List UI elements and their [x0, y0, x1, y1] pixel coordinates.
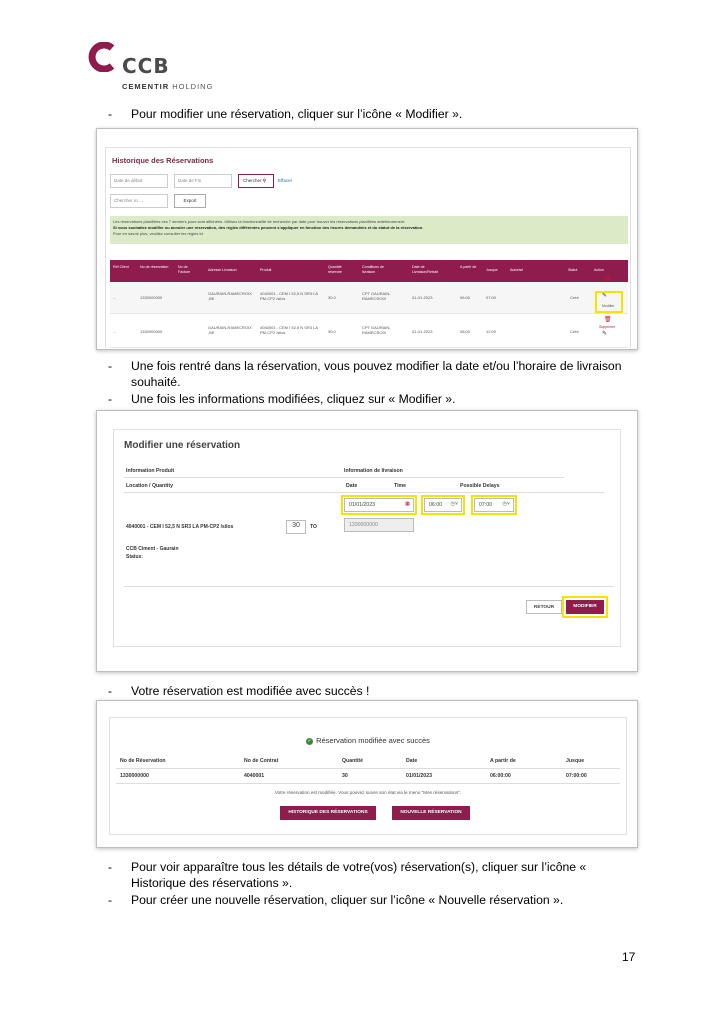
col-produit[interactable]: Produit — [260, 268, 272, 272]
highlight-modifier — [595, 291, 623, 313]
col-adresse[interactable]: Adresse Livraison — [208, 268, 237, 272]
date-input[interactable]: 01/01/2023 ▦ — [344, 498, 414, 512]
modifier-label[interactable]: Modifier — [602, 304, 615, 308]
history-button[interactable]: HISTORIQUE DES RÉSERVATIONS — [280, 806, 376, 820]
header-jusque: Jusque — [566, 758, 585, 764]
value-a-partir: 06:00:00 — [490, 773, 511, 779]
modify-title: Modifier une réservation — [124, 440, 241, 451]
instruction-text: Pour créer une nouvelle réservation, cliquer sur l’icône « Nouvelle réservation ». — [131, 893, 564, 907]
info-produit-label: Information Produit — [126, 468, 175, 474]
header-quantite: Quantité — [342, 758, 364, 764]
col-action: Action — [594, 268, 604, 272]
history-panel — [105, 147, 631, 350]
calendar-icon: ▦ — [405, 501, 410, 507]
history-title: Historique des Réservations — [112, 156, 214, 165]
table-row[interactable]: ... 1330000000 GAURAIN-RAMECROIX ,BE 4040001 - CEM I 52,5 N SR3 LA PM-CP2 /silos 30.0 CPT GAURAIN-RAMECROIX 01-01-2023 06:00 07:00 Créé 🗑 ✎ Modifier — [110, 282, 628, 314]
success-panel — [109, 717, 627, 835]
col-quantite[interactable]: Quantité réservée — [328, 265, 342, 274]
status-label: Status: — [126, 554, 143, 560]
modify-screenshot — [96, 410, 638, 672]
instruction-text: Pour voir apparaître tous les détails de votre(vos) réservation(s), cliquer sur l’icône « Historique des réservations ». — [131, 860, 587, 890]
check-circle-icon: ✓ — [307, 737, 312, 744]
logo-subtitle: CEMENTIR HOLDING — [122, 82, 214, 91]
value-jusque: 07:00:00 — [566, 773, 587, 779]
col-conditions[interactable]: Conditions de livraison — [362, 265, 384, 274]
search-input[interactable]: Chercher ici ... — [110, 194, 168, 208]
delay-input[interactable]: 07:00 ◷˅ — [474, 498, 514, 512]
site-name: CCB Ciment - Gaurain — [126, 546, 179, 552]
quantity-unit: TO — [310, 524, 317, 530]
header-no-reservation: No de Réservation — [120, 758, 166, 764]
history-screenshot — [96, 128, 638, 350]
retour-button[interactable]: RETOUR — [526, 600, 562, 614]
instruction-text: Votre réservation est modifiée avec succès ! — [131, 684, 370, 698]
table-header — [110, 260, 628, 282]
modify-panel — [113, 429, 621, 647]
location-quantity-label: Location / Quantity — [126, 483, 173, 489]
date-fin-input[interactable]: Date de Fin — [174, 174, 232, 188]
header-date: Date — [406, 758, 418, 764]
value-no-reservation: 1330000000 — [120, 773, 149, 779]
value-date: 01/01/2023 — [406, 773, 432, 779]
product-name: 4040001 - CEM I 52,5 N SR3 LA PM-CP2 /silos — [126, 524, 234, 530]
effacer-link[interactable]: Effacer — [278, 178, 293, 183]
instruction-text: Une fois les informations modifiées, cliquez sur « Modifier ». — [131, 392, 456, 406]
time-input[interactable]: 06:00 ◷˅ — [424, 498, 462, 512]
logo-brand: CCB — [122, 54, 170, 78]
highlight-time — [421, 495, 465, 515]
value-quantite: 30 — [342, 773, 348, 779]
modifier-button[interactable]: MODIFIER — [566, 600, 604, 614]
supprimer-label[interactable]: Supprimer — [599, 325, 616, 329]
success-message: ✓ Réservation modifiée avec succès — [307, 736, 430, 745]
quantity-input[interactable]: 30 — [286, 520, 306, 534]
col-auteur[interactable]: Autorisé — [510, 268, 524, 272]
highlight-delay — [471, 495, 517, 515]
date-label: Date — [346, 483, 358, 489]
ccb-c-logo-icon — [86, 42, 118, 72]
instruction-text: Une fois rentré dans la réservation, vous pouvez modifier la date et/ou l’horaire de livraison souhaité. — [131, 359, 622, 389]
delete-icon[interactable]: 🗑 — [604, 317, 612, 323]
col-jusque[interactable]: Jusque — [486, 268, 498, 272]
ccb-logo — [86, 40, 226, 96]
header-a-partir: A partir de — [490, 758, 516, 764]
instruction-text: Pour modifier une réservation, cliquer sur l’icône « Modifier ». — [131, 107, 463, 121]
date-debut-input[interactable]: Date de début — [110, 174, 168, 188]
page-number: 17 — [622, 950, 636, 964]
col-no-facture[interactable]: No de Facture — [178, 265, 191, 274]
col-date[interactable]: Date de Livraison/Retrait — [412, 265, 438, 274]
time-label: Time — [394, 483, 407, 489]
col-no-reservation[interactable]: No de réservation — [140, 265, 169, 269]
info-note: Les réservations planifiées ces 7 derniers jours sont affichées. Utilisez la fonctionnalité de recherche par date pour trouver les réservations planifiées antérieurement. Si vous souhaitez modifier ou annuler une réservation, des règles différentes peuvent s’appliquer en fonction des heures demandées et du statut de la réservation. Pour en savoir plus, veuillez consulter les règles ici — [110, 216, 628, 244]
new-reservation-button[interactable]: NOUVELLE RÉSERVATION — [392, 806, 470, 820]
col-a-partir[interactable]: A partir de — [460, 265, 477, 269]
search-icon: ⚲ — [262, 178, 267, 183]
col-statut[interactable]: Statut — [568, 268, 578, 272]
info-livraison-label: Information de livraison — [344, 468, 403, 474]
table-row[interactable]: ... 1330000000 GAURAIN-RAMECROIX ,BE 4040001 - CEM I 52,5 N SR3 LA PM-CP2 /silos 30.0 CPT GAURAIN-RAMECROIX 01-01-2023 08:00 12:00 Créé 🗑 Supprimer ✎ — [110, 316, 628, 348]
value-no-contrat: 4040001 — [244, 773, 265, 779]
clock-icon: ◷˅ — [502, 501, 510, 507]
success-info-text: Votre réservation est modifiée. Vous pouvez suivre son état via le menu "Mes réservations". — [274, 790, 462, 795]
reference-input: 1330000000 — [344, 518, 414, 532]
clock-icon: ◷˅ — [450, 501, 458, 507]
col-ref[interactable]: Réf Client — [113, 265, 129, 269]
delays-label: Possible Delays — [460, 483, 500, 489]
chercher-button[interactable]: Chercher ⚲ — [238, 174, 274, 188]
highlight-date — [341, 495, 417, 515]
export-button[interactable]: Export — [174, 194, 206, 208]
delete-icon[interactable]: 🗑 — [604, 277, 612, 283]
success-screenshot — [96, 700, 638, 848]
highlight-modifier-button — [562, 596, 608, 618]
header-no-contrat: No de Contrat — [244, 758, 279, 764]
edit-icon[interactable]: ✎ — [602, 331, 608, 337]
edit-icon[interactable]: ✎ — [602, 293, 608, 299]
